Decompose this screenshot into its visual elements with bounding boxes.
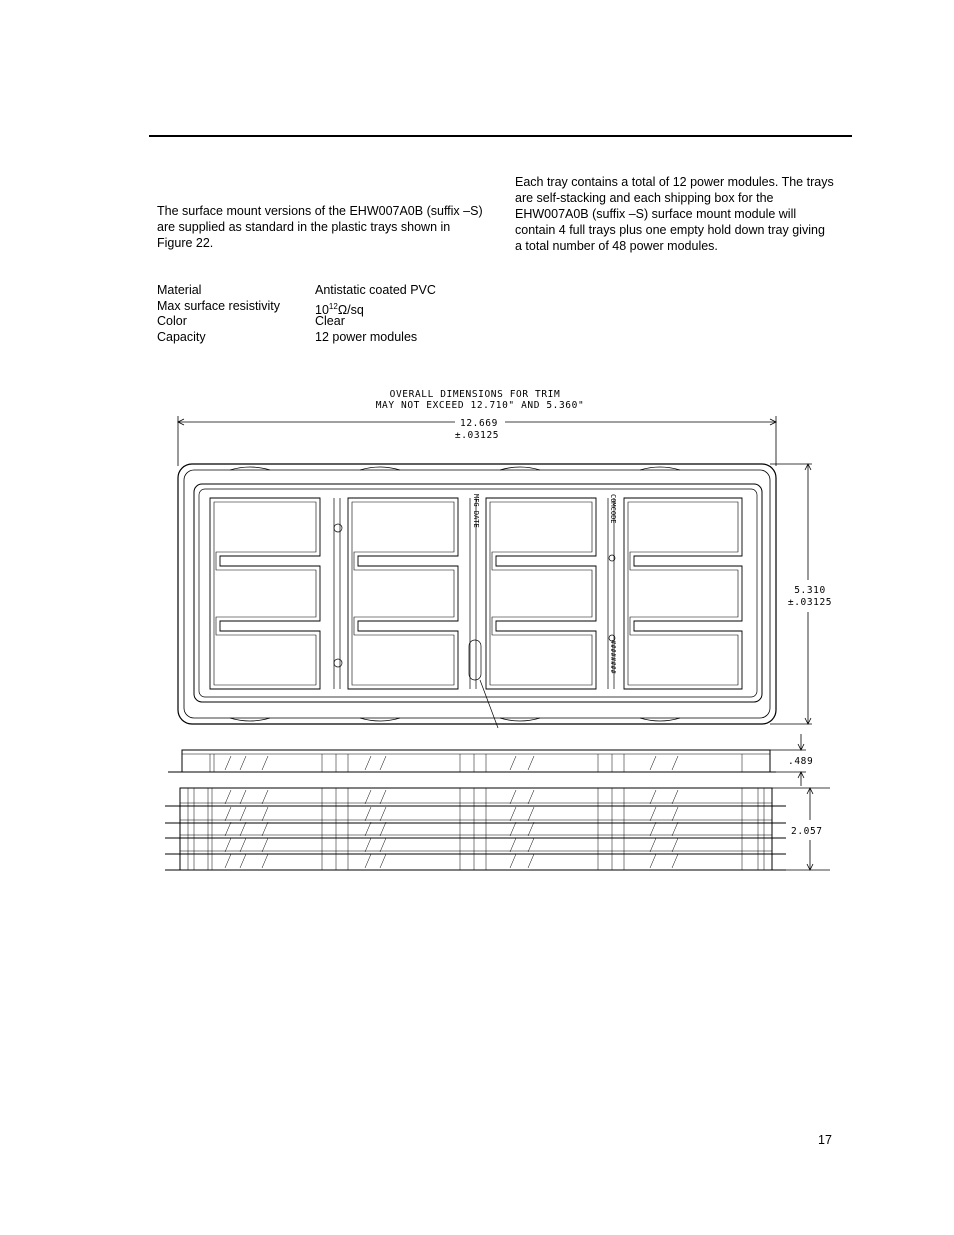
tray-side-view <box>168 750 776 772</box>
width-dim-value: 12.669 <box>460 418 498 429</box>
stack-height-value: 2.057 <box>791 826 823 837</box>
resistivity-base: 10 <box>315 303 329 318</box>
tray-count-paragraph: Each tray contains a total of 12 power modules. The trays are self-stacking and each shipping box for the EHW007A0B (suffix –S) surface mount module will contain 4 full trays plus one empty hold down tray giving a total number of 48 power modules. <box>515 175 834 253</box>
height-dim-value: 5.310 <box>794 585 826 596</box>
mfg-date-mark: MFG DATE <box>472 494 480 528</box>
width-dim-tolerance: ±.03125 <box>454 430 500 441</box>
height-dim-tolerance: ±.03125 <box>787 597 833 608</box>
tray-height-value: .489 <box>788 756 814 767</box>
spec-label-material: Material <box>157 283 202 297</box>
spec-label-resistivity: Max surface resistivity <box>157 299 280 313</box>
resistivity-exponent: 12 <box>328 302 338 311</box>
spec-label-capacity: Capacity <box>157 330 206 344</box>
drawing-title-line2: MAY NOT EXCEED 12.710" AND 5.360" <box>375 400 585 411</box>
drawing-title-line1: OVERALL DIMENSIONS FOR TRIM <box>389 389 561 400</box>
intro-paragraph: The surface mount versions of the EHW007A0B (suffix –S) are supplied as standard in the plastic trays shown in Figure 22. <box>157 204 483 250</box>
page-number: 17 <box>818 1133 832 1147</box>
spec-value-color: Clear <box>315 314 345 328</box>
tray-stack-view <box>165 788 786 870</box>
comcode-number-mark: ######## <box>609 640 617 674</box>
comcode-mark: COMCODE <box>609 494 617 524</box>
resistivity-unit: Ω/sq <box>337 303 364 318</box>
spec-label-color: Color <box>157 314 187 328</box>
spec-value-material: Antistatic coated PVC <box>315 283 436 297</box>
spec-value-capacity: 12 power modules <box>315 330 418 344</box>
